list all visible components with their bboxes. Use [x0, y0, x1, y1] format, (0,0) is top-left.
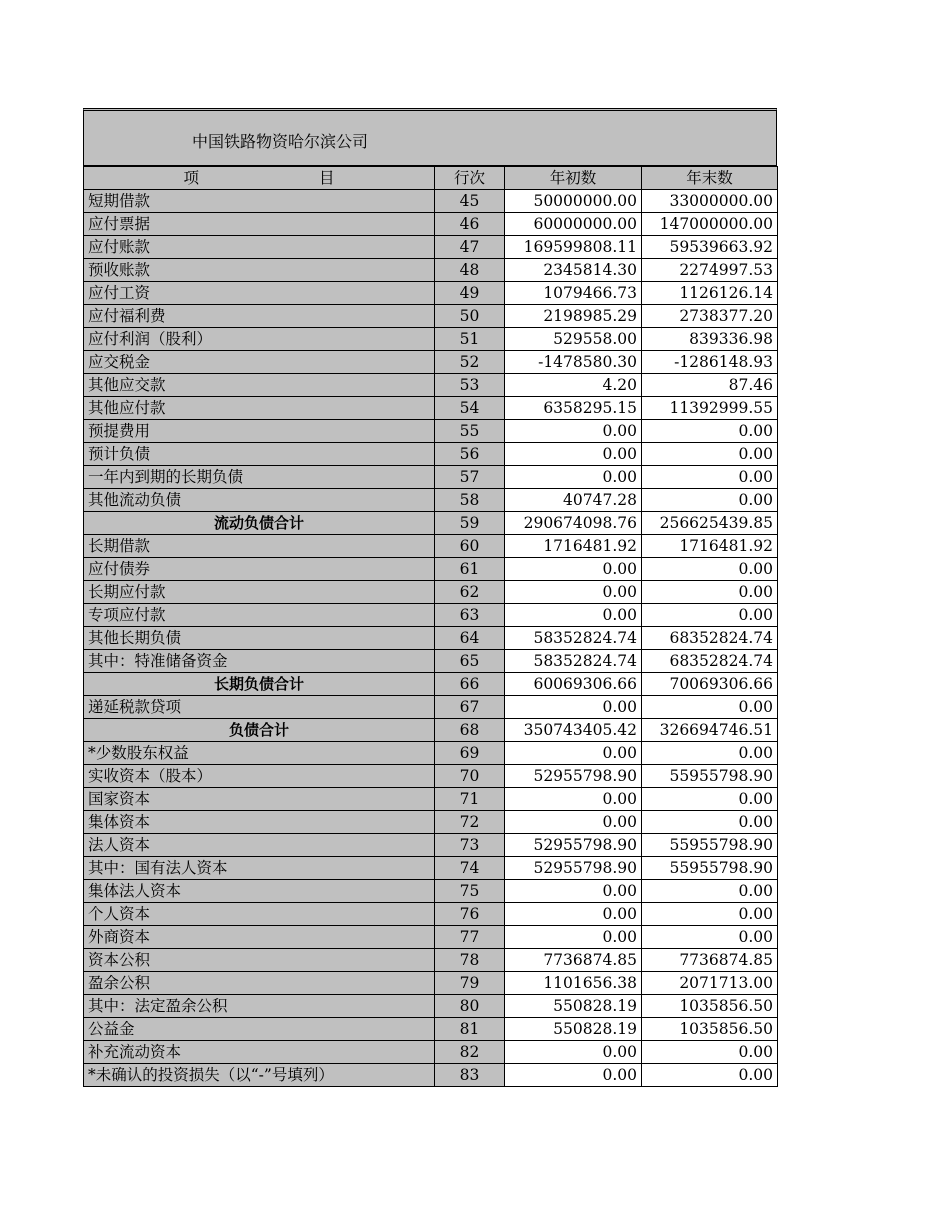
row-line: 59: [435, 512, 505, 535]
row-end: 0.00: [642, 604, 778, 627]
row-end: 2071713.00: [642, 972, 778, 995]
row-line: 46: [435, 213, 505, 236]
table-row: [84, 374, 778, 397]
row-line: 80: [435, 995, 505, 1018]
row-line: 77: [435, 926, 505, 949]
row-begin: 60069306.66: [505, 673, 642, 696]
header-item-b: 目: [319, 169, 335, 187]
row-begin: 7736874.85: [505, 949, 642, 972]
row-line: 51: [435, 328, 505, 351]
row-end: 0.00: [642, 581, 778, 604]
row-begin: 52955798.90: [505, 765, 642, 788]
table-row: [84, 834, 778, 857]
row-begin: 169599808.11: [505, 236, 642, 259]
table-row: [84, 765, 778, 788]
row-item: 预提费用: [84, 420, 435, 443]
row-line: 58: [435, 489, 505, 512]
row-end: 256625439.85: [642, 512, 778, 535]
table-row: [84, 949, 778, 972]
row-item: 集体法人资本: [84, 880, 435, 903]
row-item: 国家资本: [84, 788, 435, 811]
row-item: 盈余公积: [84, 972, 435, 995]
row-item: 短期借款: [84, 190, 435, 213]
row-line: 45: [435, 190, 505, 213]
row-begin: 40747.28: [505, 489, 642, 512]
row-begin: 4.20: [505, 374, 642, 397]
row-end: 326694746.51: [642, 719, 778, 742]
row-item: 长期负债合计: [84, 673, 435, 696]
row-line: 73: [435, 834, 505, 857]
row-end: 1035856.50: [642, 1018, 778, 1041]
row-item: 流动负债合计: [84, 512, 435, 535]
table-row: [84, 259, 778, 282]
header-end: 年末数: [642, 167, 778, 190]
row-begin: 2345814.30: [505, 259, 642, 282]
row-end: 11392999.55: [642, 397, 778, 420]
row-line: 55: [435, 420, 505, 443]
table-row: [84, 213, 778, 236]
table-row: [84, 190, 778, 213]
row-end: 0.00: [642, 696, 778, 719]
row-end: 0.00: [642, 1064, 778, 1087]
row-begin: 52955798.90: [505, 857, 642, 880]
row-end: 68352824.74: [642, 650, 778, 673]
row-end: 0.00: [642, 926, 778, 949]
header-item: [84, 167, 435, 190]
row-line: 62: [435, 581, 505, 604]
row-begin: 0.00: [505, 1064, 642, 1087]
row-line: 63: [435, 604, 505, 627]
row-line: 52: [435, 351, 505, 374]
row-item: 递延税款贷项: [84, 696, 435, 719]
row-line: 81: [435, 1018, 505, 1041]
row-begin: -1478580.30: [505, 351, 642, 374]
row-item: 长期应付款: [84, 581, 435, 604]
row-line: 67: [435, 696, 505, 719]
table-row: [84, 305, 778, 328]
row-item: 应付利润（股利）: [84, 328, 435, 351]
row-item: 应付债券: [84, 558, 435, 581]
row-begin: 0.00: [505, 788, 642, 811]
company-name: 中国铁路物资哈尔滨公司: [192, 132, 369, 151]
row-begin: 58352824.74: [505, 650, 642, 673]
table-row: [84, 397, 778, 420]
row-item: 公益金: [84, 1018, 435, 1041]
table-row: [84, 880, 778, 903]
row-end: 0.00: [642, 420, 778, 443]
table-row: [84, 351, 778, 374]
row-end: 7736874.85: [642, 949, 778, 972]
table-row: [84, 535, 778, 558]
row-line: 57: [435, 466, 505, 489]
row-end: 55955798.90: [642, 857, 778, 880]
row-item: 其他应交款: [84, 374, 435, 397]
row-line: 48: [435, 259, 505, 282]
row-begin: 0.00: [505, 466, 642, 489]
row-line: 54: [435, 397, 505, 420]
row-end: 33000000.00: [642, 190, 778, 213]
row-begin: 52955798.90: [505, 834, 642, 857]
header-line: 行次: [435, 167, 505, 190]
table-row: [84, 903, 778, 926]
row-line: 66: [435, 673, 505, 696]
row-end: 0.00: [642, 466, 778, 489]
title-bar: [83, 108, 777, 166]
row-line: 53: [435, 374, 505, 397]
table-row: [84, 328, 778, 351]
header-row: [84, 167, 778, 190]
row-begin: 0.00: [505, 1041, 642, 1064]
row-line: 75: [435, 880, 505, 903]
table-row: [84, 604, 778, 627]
row-begin: 0.00: [505, 811, 642, 834]
row-item: 资本公积: [84, 949, 435, 972]
row-line: 60: [435, 535, 505, 558]
row-end: 2738377.20: [642, 305, 778, 328]
table-row: [84, 788, 778, 811]
row-line: 49: [435, 282, 505, 305]
row-begin: 0.00: [505, 903, 642, 926]
row-end: 59539663.92: [642, 236, 778, 259]
row-begin: 290674098.76: [505, 512, 642, 535]
row-line: 82: [435, 1041, 505, 1064]
row-item: 预收账款: [84, 259, 435, 282]
table-row: [84, 673, 778, 696]
table-row: [84, 650, 778, 673]
row-end: 0.00: [642, 1041, 778, 1064]
liabilities-table: [83, 166, 778, 1087]
row-item: 其他应付款: [84, 397, 435, 420]
row-item: 专项应付款: [84, 604, 435, 627]
row-end: 0.00: [642, 489, 778, 512]
row-begin: 50000000.00: [505, 190, 642, 213]
row-end: 2274997.53: [642, 259, 778, 282]
table-row: [84, 696, 778, 719]
table-row: [84, 466, 778, 489]
row-begin: 0.00: [505, 742, 642, 765]
table-row: [84, 236, 778, 259]
table-row: [84, 811, 778, 834]
row-line: 61: [435, 558, 505, 581]
row-item: 实收资本（股本）: [84, 765, 435, 788]
row-end: 0.00: [642, 880, 778, 903]
row-line: 78: [435, 949, 505, 972]
row-item: 应交税金: [84, 351, 435, 374]
row-line: 68: [435, 719, 505, 742]
table-row: [84, 489, 778, 512]
row-item: 应付票据: [84, 213, 435, 236]
table-row: [84, 1064, 778, 1087]
row-begin: 60000000.00: [505, 213, 642, 236]
row-end: 87.46: [642, 374, 778, 397]
table-row: [84, 995, 778, 1018]
table-row: [84, 742, 778, 765]
table-row: [84, 627, 778, 650]
row-begin: 0.00: [505, 696, 642, 719]
table-row: [84, 420, 778, 443]
table-row: [84, 512, 778, 535]
row-end: 70069306.66: [642, 673, 778, 696]
row-end: 1716481.92: [642, 535, 778, 558]
row-begin: 0.00: [505, 604, 642, 627]
row-end: 0.00: [642, 903, 778, 926]
row-begin: 0.00: [505, 880, 642, 903]
row-begin: 0.00: [505, 581, 642, 604]
row-line: 74: [435, 857, 505, 880]
row-end: 147000000.00: [642, 213, 778, 236]
row-line: 69: [435, 742, 505, 765]
row-end: 0.00: [642, 811, 778, 834]
balance-sheet: [83, 108, 777, 1087]
row-begin: 6358295.15: [505, 397, 642, 420]
row-begin: 58352824.74: [505, 627, 642, 650]
row-item: 应付福利费: [84, 305, 435, 328]
row-begin: 0.00: [505, 443, 642, 466]
row-line: 83: [435, 1064, 505, 1087]
table-row: [84, 857, 778, 880]
header-item-a: 项: [183, 169, 199, 187]
row-line: 72: [435, 811, 505, 834]
row-begin: 0.00: [505, 420, 642, 443]
table-row: [84, 443, 778, 466]
row-line: 71: [435, 788, 505, 811]
row-item: 长期借款: [84, 535, 435, 558]
row-end: 1035856.50: [642, 995, 778, 1018]
row-end: 0.00: [642, 443, 778, 466]
row-end: 0.00: [642, 742, 778, 765]
row-item: 补充流动资本: [84, 1041, 435, 1064]
table-row: [84, 581, 778, 604]
table-row: [84, 558, 778, 581]
row-end: 55955798.90: [642, 765, 778, 788]
row-begin: 1079466.73: [505, 282, 642, 305]
row-line: 50: [435, 305, 505, 328]
row-begin: 550828.19: [505, 995, 642, 1018]
table-row: [84, 282, 778, 305]
row-line: 76: [435, 903, 505, 926]
row-end: 1126126.14: [642, 282, 778, 305]
table-row: [84, 926, 778, 949]
row-line: 79: [435, 972, 505, 995]
header-begin: 年初数: [505, 167, 642, 190]
row-item: *未确认的投资损失（以“-”号填列）: [84, 1064, 435, 1087]
row-begin: 0.00: [505, 558, 642, 581]
table-row: [84, 1018, 778, 1041]
row-item: 负债合计: [84, 719, 435, 742]
row-end: 0.00: [642, 558, 778, 581]
row-begin: 2198985.29: [505, 305, 642, 328]
row-item: 集体资本: [84, 811, 435, 834]
table-row: [84, 972, 778, 995]
table-row: [84, 719, 778, 742]
row-line: 65: [435, 650, 505, 673]
row-item: 其中：特准储备资金: [84, 650, 435, 673]
row-item: 预计负债: [84, 443, 435, 466]
row-item: 个人资本: [84, 903, 435, 926]
row-item: 其中：法定盈余公积: [84, 995, 435, 1018]
row-item: 法人资本: [84, 834, 435, 857]
row-end: 55955798.90: [642, 834, 778, 857]
row-begin: 529558.00: [505, 328, 642, 351]
row-line: 70: [435, 765, 505, 788]
row-item: 其他流动负债: [84, 489, 435, 512]
row-item: 其中：国有法人资本: [84, 857, 435, 880]
row-begin: 0.00: [505, 926, 642, 949]
row-begin: 1101656.38: [505, 972, 642, 995]
row-line: 47: [435, 236, 505, 259]
row-line: 56: [435, 443, 505, 466]
row-item: *少数股东权益: [84, 742, 435, 765]
row-end: -1286148.93: [642, 351, 778, 374]
row-begin: 550828.19: [505, 1018, 642, 1041]
row-item: 一年内到期的长期负债: [84, 466, 435, 489]
row-item: 应付工资: [84, 282, 435, 305]
row-end: 0.00: [642, 788, 778, 811]
row-item: 其他长期负债: [84, 627, 435, 650]
row-line: 64: [435, 627, 505, 650]
row-item: 应付账款: [84, 236, 435, 259]
row-begin: 1716481.92: [505, 535, 642, 558]
row-begin: 350743405.42: [505, 719, 642, 742]
row-end: 839336.98: [642, 328, 778, 351]
row-end: 68352824.74: [642, 627, 778, 650]
table-row: [84, 1041, 778, 1064]
row-item: 外商资本: [84, 926, 435, 949]
